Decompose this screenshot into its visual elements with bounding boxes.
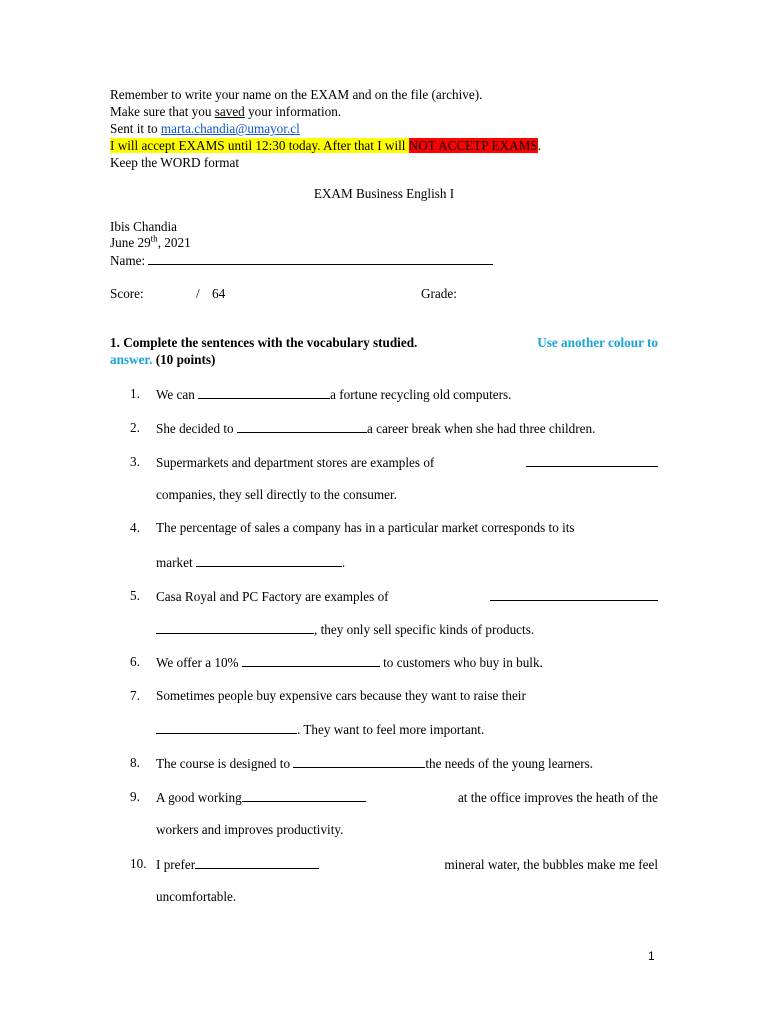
question-1-header: 1. Complete the sentences with the vocabulary studied. Use another colour to answer. (10 points) [110, 335, 658, 367]
answer-blank[interactable] [156, 620, 314, 634]
score-label: Score: [110, 286, 144, 301]
teacher-name: Ibis Chandia [110, 219, 178, 234]
instruction-line-2: Make sure that you saved your information. [110, 104, 342, 119]
email-link[interactable]: marta.chandia@umayor.cl [160, 121, 300, 136]
instruction-line-1: Remember to write your name on the EXAM and on the file (archive). [110, 87, 483, 102]
answer-blank[interactable] [237, 419, 367, 433]
instruction-line-3: Sent it to marta.chandia@umayor.cl [110, 121, 300, 136]
answer-blank[interactable] [242, 653, 380, 667]
answer-blank[interactable] [490, 587, 658, 601]
document-page: Remember to write your name on the EXAM and on the file (archive). Make sure that you saved your information. Sent it to marta.chandia@umayor.cl I will accept EXAMS until 12:30 today. After that I will NOT ACCETP EXAMS. Keep the WORD format EXAM Business English I Ibis Chandia June 29th, 2021 Name: Score: / 64 Grade: 1. Complete the sentences with the vocabulary studied. Use another colour to answer. (10 points) 1. We can a fortune recycling old computers. 2. She decided to a career break when she had three children. 3. Supermarkets and department stores are examples of companies, they sell directly to the consumer. 4. The percentage of sales a company has in a particular market corresponds to its market . 5. Casa Royal and PC Factory are examples of , they only sell specific kinds of products. 6. We offer a 10% to customers who buy in bulk. 7. Sometimes people buy expensive cars because they want to raise their . They want to feel more important. 8. The course is designed to the needs of the young learners. 9. A good working at the office improves the heath of the workers and improves productivity. 10. I prefer mineral water, the bubbles make me feel uncomfortable. 1 [0, 0, 768, 1024]
answer-blank[interactable] [293, 754, 425, 768]
answer-blank[interactable] [156, 720, 297, 734]
instruction-line-5: Keep the WORD format [110, 155, 240, 170]
answer-blank[interactable] [242, 788, 366, 802]
deadline-highlight: I will accept EXAMS until 12:30 today. After that I will [110, 138, 409, 153]
exam-title: EXAM Business English I [313, 186, 455, 201]
score-total: 64 [212, 286, 226, 301]
answer-blank[interactable] [198, 385, 330, 399]
instruction-line-4: I will accept EXAMS until 12:30 today. After that I will NOT ACCETP EXAMS. [110, 138, 542, 153]
answer-blank[interactable] [526, 453, 658, 467]
name-field[interactable]: Name: [110, 251, 493, 269]
score-slash: / [196, 286, 200, 301]
answer-blank[interactable] [196, 553, 342, 567]
answer-blank[interactable] [195, 855, 319, 869]
page-number: 1 [648, 949, 655, 963]
name-blank[interactable] [148, 251, 493, 265]
instruction-colour: Use another colour to [537, 335, 658, 350]
warning-highlight: NOT ACCETP EXAMS [408, 138, 538, 153]
exam-date: June 29th, 2021 [110, 233, 191, 250]
grade-label: Grade: [421, 286, 457, 301]
